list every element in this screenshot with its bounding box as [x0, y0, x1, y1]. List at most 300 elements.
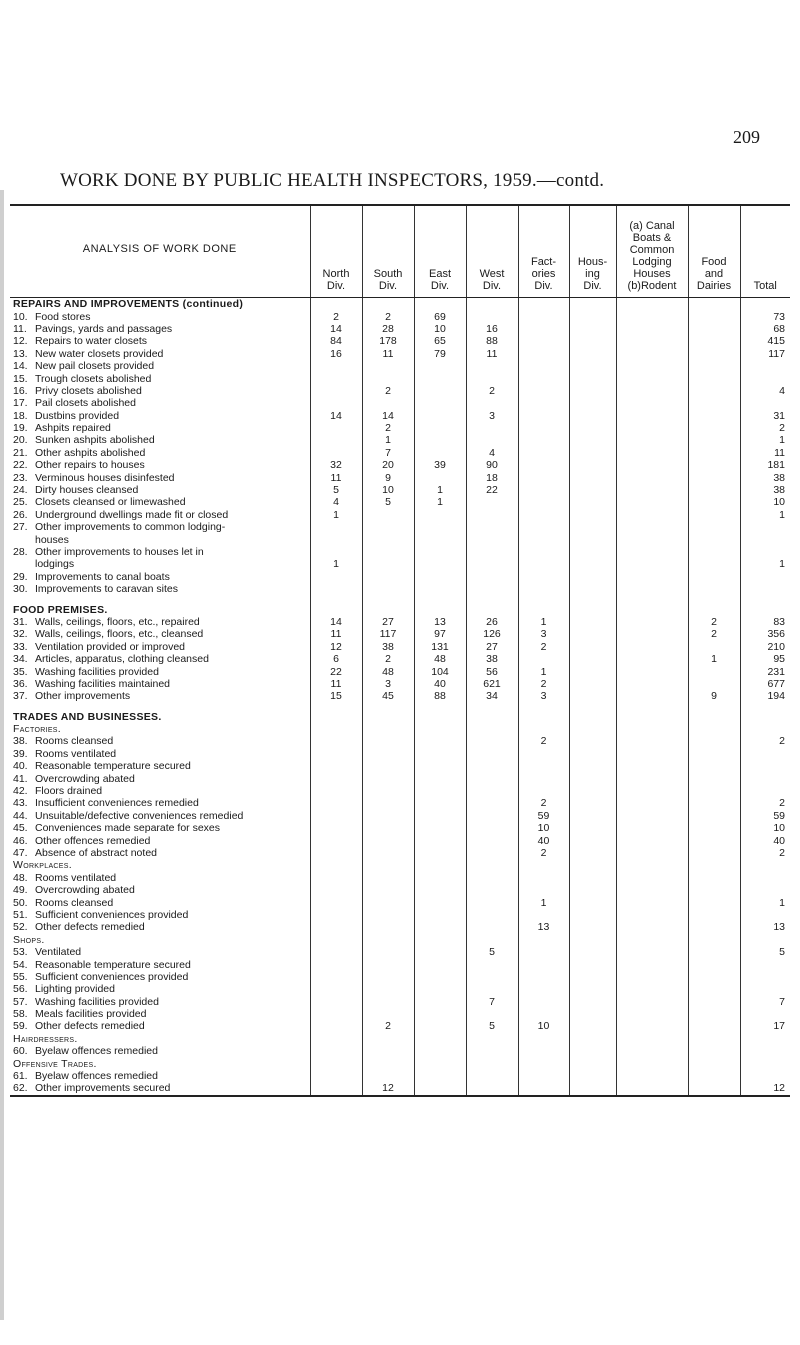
row-number: 50. — [13, 896, 28, 909]
cell-total: 12 — [740, 1082, 790, 1095]
table-row — [10, 797, 790, 809]
row-label-cell — [10, 1082, 310, 1095]
cell-food-dairies — [688, 1082, 740, 1095]
cell-south: 45 — [362, 690, 414, 702]
row-label-cell — [10, 484, 310, 496]
row-label: Other improvements secured — [35, 1082, 171, 1095]
cell-south — [362, 983, 414, 995]
cell-east — [414, 748, 466, 760]
cell-south — [362, 797, 414, 809]
cell-south: 28 — [362, 323, 414, 335]
cell-factories — [518, 946, 569, 958]
cell-south: 2 — [362, 310, 414, 322]
row-label: Ventilated — [35, 946, 82, 959]
cell-factories — [518, 335, 569, 347]
cell-food-dairies: 2 — [688, 628, 740, 640]
cell-south — [362, 946, 414, 958]
row-label-cell — [10, 447, 310, 459]
cell-food-dairies — [688, 921, 740, 933]
cell-south — [362, 360, 414, 372]
row-number: 59. — [13, 1020, 28, 1033]
cell-west — [466, 434, 518, 446]
table-body — [10, 298, 790, 1096]
row-label-cell — [10, 822, 310, 834]
cell-north: 2 — [310, 310, 362, 322]
cell-canal-boats — [616, 884, 688, 896]
cell-factories: 2 — [518, 678, 569, 690]
row-number: 19. — [13, 422, 28, 435]
row-label-cell — [10, 810, 310, 822]
row-label: Other improvements to houses let in — [35, 546, 204, 558]
empty-cell — [740, 1033, 790, 1045]
cell-housing — [569, 628, 616, 640]
cell-housing — [569, 678, 616, 690]
row-label: Byelaw offences remedied — [35, 1070, 158, 1083]
cell-west: 126 — [466, 628, 518, 640]
empty-cell — [414, 859, 466, 871]
cell-east: 104 — [414, 665, 466, 677]
empty-cell — [362, 723, 414, 735]
cell-food-dairies — [688, 772, 740, 784]
cell-factories — [518, 459, 569, 471]
row-number: 14. — [13, 360, 28, 373]
header-line: ories — [531, 268, 556, 280]
cell-east — [414, 372, 466, 384]
cell-total: 95 — [740, 653, 790, 665]
cell-south — [362, 884, 414, 896]
cell-south — [362, 521, 414, 533]
table-row — [10, 434, 790, 446]
table-row — [10, 496, 790, 508]
row-number: 44. — [13, 809, 28, 822]
spacer-cell — [414, 595, 466, 603]
page-edge-shadow — [0, 190, 4, 1320]
cell-food-dairies — [688, 983, 740, 995]
cell-factories: 2 — [518, 797, 569, 809]
row-label: Articles, apparatus, clothing cleansed — [35, 653, 209, 666]
cell-housing — [569, 1020, 616, 1032]
cell-factories — [518, 397, 569, 409]
table-row — [10, 546, 790, 558]
empty-cell — [616, 934, 688, 946]
cell-factories: 59 — [518, 810, 569, 822]
row-label-cell — [10, 571, 310, 583]
cell-east: 39 — [414, 459, 466, 471]
cell-north — [310, 810, 362, 822]
cell-east — [414, 1082, 466, 1095]
row-label: Rooms ventilated — [35, 747, 117, 760]
row-number: 36. — [13, 677, 28, 690]
cell-food-dairies — [688, 834, 740, 846]
row-number: 24. — [13, 484, 28, 497]
row-label: Dustbins provided — [35, 409, 120, 422]
cell-factories: 2 — [518, 847, 569, 859]
cell-south — [362, 748, 414, 760]
empty-cell — [362, 603, 414, 615]
cell-canal-boats — [616, 678, 688, 690]
cell-total: 31 — [740, 410, 790, 422]
table-row — [10, 785, 790, 797]
cell-west — [466, 847, 518, 859]
cell-total — [740, 772, 790, 784]
cell-factories — [518, 760, 569, 772]
cell-total — [740, 571, 790, 583]
cell-food-dairies — [688, 571, 740, 583]
cell-housing — [569, 1045, 616, 1057]
row-label: Walls, ceilings, floors, etc., repaired — [35, 615, 200, 628]
cell-north — [310, 735, 362, 747]
subsection-heading: Workplaces. — [13, 859, 72, 872]
cell-canal-boats — [616, 509, 688, 521]
cell-canal-boats — [616, 735, 688, 747]
cell-canal-boats — [616, 847, 688, 859]
cell-housing — [569, 459, 616, 471]
row-label: Sufficient conveniences provided — [35, 908, 189, 921]
spacer-cell — [310, 595, 362, 603]
cell-housing — [569, 385, 616, 397]
row-label-cell — [10, 509, 310, 521]
cell-west — [466, 1082, 518, 1095]
cell-north — [310, 921, 362, 933]
row-label-cell — [10, 909, 310, 921]
cell-total: 2 — [740, 422, 790, 434]
header-line: Hous- — [577, 256, 608, 268]
row-label: houses — [35, 533, 69, 546]
cell-west: 5 — [466, 1020, 518, 1032]
cell-north — [310, 571, 362, 583]
row-number: 51. — [13, 908, 28, 921]
cell-west — [466, 1008, 518, 1020]
row-label: Other improvements — [35, 690, 131, 703]
cell-factories — [518, 971, 569, 983]
cell-north — [310, 385, 362, 397]
row-label-cell — [10, 971, 310, 983]
cell-total: 1 — [740, 434, 790, 446]
cell-south: 10 — [362, 484, 414, 496]
cell-canal-boats — [616, 1008, 688, 1020]
cell-food-dairies — [688, 1070, 740, 1082]
row-label-cell — [10, 772, 310, 784]
cell-housing — [569, 447, 616, 459]
cell-west — [466, 496, 518, 508]
row-label: Overcrowding abated — [35, 884, 135, 897]
cell-factories — [518, 385, 569, 397]
cell-east: 1 — [414, 496, 466, 508]
cell-food-dairies — [688, 748, 740, 760]
row-label: Unsuitable/defective conveniences remedied — [35, 809, 244, 822]
row-label: Other offences remedied — [35, 834, 151, 847]
row-label: Other defects remedied — [35, 1020, 145, 1033]
cell-south: 2 — [362, 1020, 414, 1032]
cell-west — [466, 546, 518, 558]
cell-food-dairies — [688, 509, 740, 521]
row-label: New water closets provided — [35, 347, 164, 360]
cell-housing — [569, 810, 616, 822]
cell-east — [414, 1045, 466, 1057]
row-label-cell — [10, 785, 310, 797]
cell-north — [310, 872, 362, 884]
row-label-cell — [10, 872, 310, 884]
row-number: 16. — [13, 384, 28, 397]
empty-cell — [740, 1057, 790, 1069]
cell-canal-boats — [616, 583, 688, 595]
row-number: 18. — [13, 409, 28, 422]
row-label-cell — [10, 546, 310, 558]
empty-cell — [414, 934, 466, 946]
cell-food-dairies — [688, 471, 740, 483]
cell-housing — [569, 909, 616, 921]
table-row — [10, 571, 790, 583]
table-row — [10, 983, 790, 995]
cell-food-dairies — [688, 521, 740, 533]
cell-east — [414, 884, 466, 896]
row-number: 20. — [13, 434, 28, 447]
cell-canal-boats — [616, 521, 688, 533]
cell-housing — [569, 665, 616, 677]
empty-cell — [688, 934, 740, 946]
cell-east — [414, 509, 466, 521]
cell-south: 5 — [362, 496, 414, 508]
table-row — [10, 896, 790, 908]
cell-west: 88 — [466, 335, 518, 347]
cell-food-dairies — [688, 884, 740, 896]
empty-cell — [310, 934, 362, 946]
cell-east — [414, 896, 466, 908]
cell-food-dairies — [688, 546, 740, 558]
cell-food-dairies — [688, 1045, 740, 1057]
table-row — [10, 772, 790, 784]
cell-west — [466, 571, 518, 583]
cell-west — [466, 872, 518, 884]
cell-total — [740, 521, 790, 533]
header-line: (a) Canal — [629, 220, 675, 232]
cell-factories: 13 — [518, 921, 569, 933]
empty-cell — [466, 934, 518, 946]
cell-food-dairies — [688, 822, 740, 834]
cell-east — [414, 360, 466, 372]
cell-north — [310, 360, 362, 372]
spacer-cell — [414, 703, 466, 711]
header-line: East — [428, 268, 451, 280]
row-label-cell — [10, 385, 310, 397]
header-line: ing — [585, 268, 600, 280]
cell-south — [362, 958, 414, 970]
cell-north: 12 — [310, 641, 362, 653]
empty-cell — [518, 711, 569, 723]
row-label-cell — [10, 884, 310, 896]
cell-west — [466, 971, 518, 983]
spacer-cell — [466, 595, 518, 603]
subsection-heading: Factories. — [13, 723, 61, 736]
cell-housing — [569, 785, 616, 797]
row-label: Washing facilities provided — [35, 995, 159, 1008]
cell-factories — [518, 785, 569, 797]
cell-factories — [518, 653, 569, 665]
cell-total: 231 — [740, 665, 790, 677]
empty-cell — [740, 934, 790, 946]
table-row — [10, 971, 790, 983]
cell-total: 59 — [740, 810, 790, 822]
cell-east — [414, 1008, 466, 1020]
cell-factories — [518, 447, 569, 459]
cell-east — [414, 971, 466, 983]
cell-east — [414, 847, 466, 859]
row-label: Washing facilities provided — [35, 665, 159, 678]
cell-north: 6 — [310, 653, 362, 665]
row-label: Lighting provided — [35, 983, 115, 996]
cell-housing — [569, 410, 616, 422]
cell-factories — [518, 323, 569, 335]
cell-food-dairies — [688, 533, 740, 545]
page-number: 209 — [733, 127, 760, 147]
cell-canal-boats — [616, 983, 688, 995]
spacer-cell — [10, 703, 310, 711]
row-label: Improvements to canal boats — [35, 570, 170, 583]
spacer-cell — [362, 595, 414, 603]
cell-total: 5 — [740, 946, 790, 958]
cell-total: 677 — [740, 678, 790, 690]
row-number: 31. — [13, 615, 28, 628]
cell-south: 12 — [362, 1082, 414, 1095]
cell-west — [466, 422, 518, 434]
cell-total: 38 — [740, 484, 790, 496]
header-south — [362, 205, 414, 298]
cell-east — [414, 760, 466, 772]
cell-food-dairies — [688, 1020, 740, 1032]
subsection-heading-row — [10, 934, 790, 946]
cell-east — [414, 735, 466, 747]
empty-cell — [310, 298, 362, 311]
table-row — [10, 653, 790, 665]
row-label: lodgings — [35, 558, 75, 571]
row-number: 54. — [13, 958, 28, 971]
cell-housing — [569, 797, 616, 809]
cell-factories: 1 — [518, 896, 569, 908]
row-number: 33. — [13, 640, 28, 653]
row-label-cell — [10, 847, 310, 859]
cell-north — [310, 1020, 362, 1032]
empty-cell — [310, 711, 362, 723]
row-label: Ashpits repaired — [35, 422, 111, 435]
empty-cell — [518, 1057, 569, 1069]
header-line: South — [373, 268, 403, 280]
cell-south: 2 — [362, 385, 414, 397]
row-label-cell — [10, 983, 310, 995]
cell-canal-boats — [616, 434, 688, 446]
cell-total: 40 — [740, 834, 790, 846]
row-label: Closets cleansed or limewashed — [35, 496, 186, 509]
empty-cell — [362, 711, 414, 723]
cell-west — [466, 583, 518, 595]
table-row — [10, 1020, 790, 1032]
cell-total: 2 — [740, 847, 790, 859]
cell-east — [414, 946, 466, 958]
row-label: Washing facilities maintained — [35, 677, 171, 690]
cell-food-dairies — [688, 971, 740, 983]
header-line: Boats & — [632, 232, 672, 244]
spacer-cell — [518, 703, 569, 711]
table-row — [10, 397, 790, 409]
cell-total: 2 — [740, 735, 790, 747]
cell-housing — [569, 521, 616, 533]
cell-factories — [518, 533, 569, 545]
header-food-dairies — [688, 205, 740, 298]
cell-canal-boats — [616, 310, 688, 322]
empty-cell — [569, 723, 616, 735]
header-line: Div. — [583, 280, 602, 292]
row-label-cell — [10, 958, 310, 970]
cell-housing — [569, 822, 616, 834]
cell-west: 26 — [466, 616, 518, 628]
cell-east: 97 — [414, 628, 466, 640]
header-line: Div. — [534, 280, 553, 292]
empty-cell — [414, 1033, 466, 1045]
row-number: 25. — [13, 496, 28, 509]
row-label: Floors drained — [35, 785, 103, 798]
cell-canal-boats — [616, 946, 688, 958]
cell-factories — [518, 995, 569, 1007]
table-row — [10, 884, 790, 896]
cell-food-dairies — [688, 678, 740, 690]
cell-food-dairies — [688, 735, 740, 747]
row-label: Overcrowding abated — [35, 772, 135, 785]
cell-south: 2 — [362, 422, 414, 434]
cell-north — [310, 785, 362, 797]
cell-total — [740, 546, 790, 558]
row-label-cell — [10, 921, 310, 933]
empty-cell — [466, 859, 518, 871]
cell-east — [414, 447, 466, 459]
table-row — [10, 958, 790, 970]
cell-housing — [569, 546, 616, 558]
cell-east — [414, 558, 466, 570]
cell-south: 2 — [362, 653, 414, 665]
row-number: 45. — [13, 822, 28, 835]
cell-factories — [518, 360, 569, 372]
cell-north — [310, 847, 362, 859]
row-label: Privy closets abolished — [35, 384, 142, 397]
row-label: Other repairs to houses — [35, 459, 145, 472]
cell-west: 22 — [466, 484, 518, 496]
cell-south — [362, 971, 414, 983]
header-line: Fact- — [530, 256, 557, 268]
cell-west — [466, 397, 518, 409]
row-number: 34. — [13, 653, 28, 666]
cell-south — [362, 896, 414, 908]
header-line: Lodging — [632, 256, 672, 268]
work-analysis-table — [10, 204, 790, 1097]
cell-housing — [569, 921, 616, 933]
subsection-heading-row — [10, 1057, 790, 1069]
cell-canal-boats — [616, 748, 688, 760]
empty-cell — [518, 603, 569, 615]
row-label: Absence of abstract noted — [35, 846, 157, 859]
cell-north: 84 — [310, 335, 362, 347]
cell-factories: 40 — [518, 834, 569, 846]
row-label-cell — [10, 583, 310, 595]
row-number: 58. — [13, 1008, 28, 1021]
cell-factories — [518, 372, 569, 384]
row-label-cell — [10, 1070, 310, 1082]
table-row — [10, 1070, 790, 1082]
cell-total — [740, 884, 790, 896]
cell-north: 11 — [310, 678, 362, 690]
cell-west — [466, 1045, 518, 1057]
cell-housing — [569, 310, 616, 322]
cell-west: 16 — [466, 323, 518, 335]
cell-canal-boats — [616, 909, 688, 921]
row-number: 43. — [13, 797, 28, 810]
